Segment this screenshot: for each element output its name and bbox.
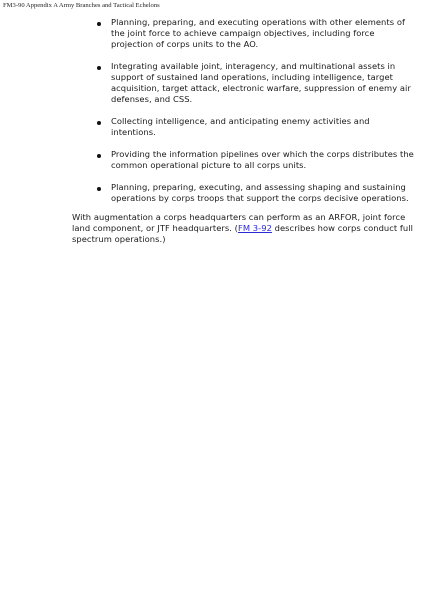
bullet-dot-icon <box>97 154 101 158</box>
list-item-text: Integrating available joint, interagency, and multinational assets in support of sustained land operations, including intelligence, target acquisition, target attack, electronic warfare, suppression of enemy air defenses, and CSS. <box>111 61 411 104</box>
list-item <box>97 182 415 204</box>
list-item <box>97 61 415 105</box>
closing-text-after: describes how corps conduct full spectrum operations.) <box>72 223 413 244</box>
list-item <box>97 149 415 171</box>
bullet-dot-icon <box>97 66 101 70</box>
list-item <box>97 17 415 50</box>
closing-text-before: With augmentation a corps headquarters can perform as an ARFOR, joint force land component, or JTF headquarters. ( <box>72 212 406 233</box>
bullet-dot-icon <box>97 187 101 191</box>
fm-3-92-link[interactable]: FM 3-92 <box>237 223 272 233</box>
running-header: FM3-90 Appendix A Army Branches and Tactical Echelons <box>3 2 160 9</box>
bullet-list <box>97 17 415 215</box>
closing-paragraph <box>72 212 417 245</box>
list-item-text: Collecting intelligence, and anticipating enemy activities and intentions. <box>111 116 370 137</box>
list-item-text: Planning, preparing, executing, and assessing shaping and sustaining operations by corps troops that support the corps decisive operations. <box>111 182 409 203</box>
bullet-dot-icon <box>97 22 101 26</box>
list-item-text: Providing the information pipelines over which the corps distributes the common operational picture to all corps units. <box>111 149 414 170</box>
list-item <box>97 116 415 138</box>
list-item-text: Planning, preparing, and executing operations with other elements of the joint force to achieve campaign objectives, including force projection of corps units to the AO. <box>111 17 405 49</box>
bullet-dot-icon <box>97 121 101 125</box>
